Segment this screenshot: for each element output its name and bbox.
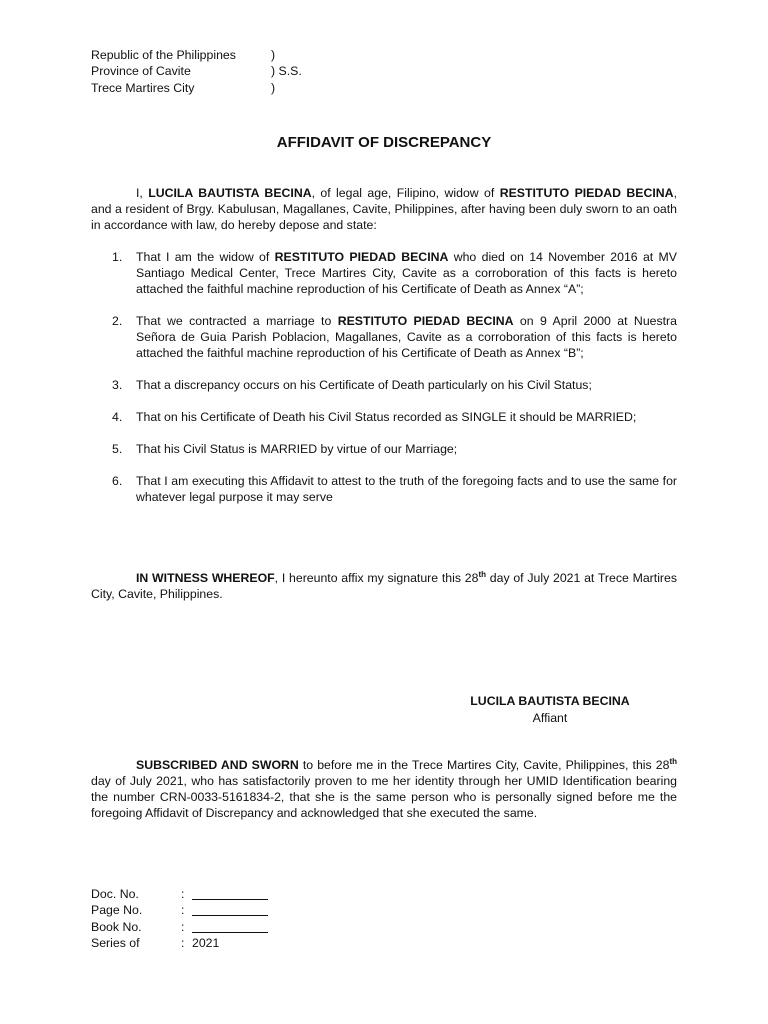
statement-item <box>91 249 677 297</box>
statement-item <box>91 313 677 361</box>
item-text: That his Civil Status is MARRIED by virtue of our Marriage; <box>136 442 458 456</box>
jurat-paragraph <box>91 757 677 821</box>
intro-text: , and a resident of Brgy. Kabulusan, Magallanes, Cavite, Philippines, after having been duly sworn to an oath in accordance with law, do hereby depose and state: <box>91 186 677 232</box>
item-text: who died on 14 November 2016 at MV Santiago Medical Center, Trece Martires City, Cavite as a corroboration of this facts is hereto attached the faithful machine reproduction of his Certificate of Death as Annex “A”; <box>136 250 677 296</box>
item-number: 2. <box>112 314 123 328</box>
item-number: 4. <box>112 410 123 424</box>
notarial-colon: : <box>181 903 185 918</box>
witness-paragraph <box>91 570 677 602</box>
item-text: That on his Certificate of Death his Civil Status recorded as SINGLE it should be MARRIED; <box>136 410 637 424</box>
page-no-label: Page No. <box>91 903 143 918</box>
doc-no-label: Doc. No. <box>91 887 139 901</box>
notarial-row <box>91 919 268 935</box>
item-text: That we contracted a marriage to <box>136 314 338 328</box>
intro-text: I, <box>136 186 149 200</box>
item-number: 6. <box>112 474 123 488</box>
affiant-name: LUCILA BAUTISTA BECINA <box>148 186 312 200</box>
jurat-lead: SUBSCRIBED AND SWORN <box>136 758 299 772</box>
item-text: That I am executing this Affidavit to attest to the truth of the foregoing facts and to use the same for whatever legal purpose it may serve <box>136 474 677 504</box>
statement-item <box>91 409 677 425</box>
item-number: 5. <box>112 442 123 456</box>
affiant-signature-name: LUCILA BAUTISTA BECINA <box>470 694 630 708</box>
witness-ordinal: th <box>478 569 487 579</box>
statement-list <box>91 249 677 521</box>
venue-mark: ) S.S. <box>271 64 302 79</box>
item-number: 1. <box>112 250 123 264</box>
spouse-name: RESTITUTO PIEDAD BECINA <box>499 186 674 200</box>
venue-row <box>91 47 302 63</box>
item-number: 3. <box>112 378 123 392</box>
statement-item <box>91 377 677 393</box>
notarial-register <box>91 886 268 951</box>
venue-row <box>91 80 302 96</box>
witness-text: , I hereunto affix my signature this 28 <box>274 571 479 585</box>
doc-no-blank <box>192 886 268 900</box>
notarial-row <box>91 886 268 902</box>
venue-place: Republic of the Philippines <box>91 48 236 62</box>
book-no-blank <box>192 919 268 933</box>
witness-text: day of July 2021 at Trece Martires City, Cavite, Philippines. <box>91 571 678 601</box>
affiant-role: Affiant <box>532 711 568 725</box>
series-year: 2021 <box>192 935 220 950</box>
page-no-blank <box>192 902 268 916</box>
venue-mark: ) <box>271 48 276 62</box>
statement-item <box>91 441 677 457</box>
jurat-text: day of July 2021, who has satisfactorily proven to me her identity through her UMID Identification bearing the number CRN-0033-5161834-2, that she is the same person who is personally signed before me the foregoing Affidavit of Discrepancy and acknowledged that she executed the same. <box>91 774 677 820</box>
notarial-colon: : <box>181 919 185 934</box>
item-text: That I am the widow of <box>136 250 275 264</box>
item-bold-text: RESTITUTO PIEDAD BECINA <box>337 314 514 328</box>
series-label: Series of <box>91 935 140 950</box>
notarial-colon: : <box>181 935 185 950</box>
item-text: on 9 April 2000 at Nuestra Señora de Guia Parish Poblacion, Magallanes, Cavite as a corroboration of this facts is hereto attached the faithful machine reproduction of his Certificate of Death as Annex “B”; <box>136 314 677 360</box>
book-no-label: Book No. <box>91 919 142 934</box>
jurat-ordinal: th <box>669 756 678 766</box>
notarial-row <box>91 935 268 951</box>
intro-paragraph <box>91 185 677 233</box>
witness-lead: IN WITNESS WHEREOF <box>136 571 275 585</box>
venue-row <box>91 63 302 79</box>
intro-text: , of legal age, Filipino, widow of <box>311 186 500 200</box>
jurat-text: to before me in the Trece Martires City, Cavite, Philippines, this 28 <box>298 758 670 772</box>
venue-block <box>91 47 302 96</box>
notarial-row <box>91 902 268 918</box>
notarial-colon: : <box>181 887 185 901</box>
item-bold-text: RESTITUTO PIEDAD BECINA <box>274 250 449 264</box>
venue-place: Trece Martires City <box>91 80 195 95</box>
item-text: That a discrepancy occurs on his Certificate of Death particularly on his Civil Status; <box>136 378 592 392</box>
venue-mark: ) <box>271 80 276 95</box>
statement-item <box>91 473 677 505</box>
venue-place: Province of Cavite <box>91 64 191 79</box>
document-title: AFFIDAVIT OF DISCREPANCY <box>276 134 492 151</box>
